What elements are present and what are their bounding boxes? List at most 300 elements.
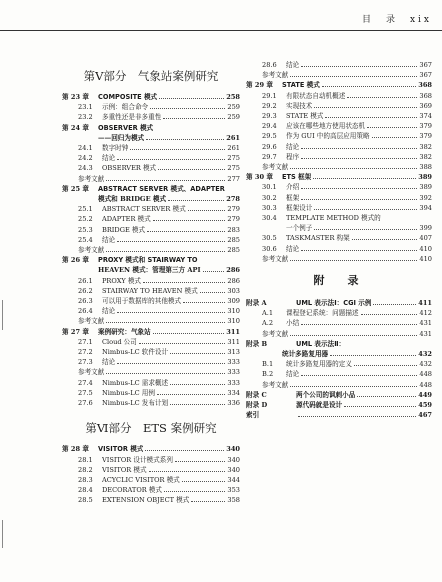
leader-dots <box>290 329 417 336</box>
leader-dots <box>290 380 417 387</box>
entry-title: 结论 <box>102 235 116 244</box>
leader-dots <box>313 172 416 179</box>
part-title: 第Ⅵ部分 ETS 案例研究 <box>85 421 217 436</box>
toc-list <box>246 60 432 264</box>
entry-title: ABSTRACT SERVER 模式、ADAPTER <box>98 184 225 193</box>
entry-number: 28.6 <box>262 61 277 69</box>
entry-title: 课程登记系统：问题描述 <box>286 309 359 318</box>
leader-dots <box>301 152 417 159</box>
leader-dots <box>290 162 417 169</box>
entry-title: 作为 GUI 中的高层应用策略 <box>286 132 370 141</box>
entry-number: 27.3 <box>78 358 93 367</box>
page-header <box>0 8 442 30</box>
page-number: 368 <box>418 81 432 90</box>
toc-appendix-row <box>246 400 432 410</box>
page-number: 309 <box>227 297 240 306</box>
toc-entry-row <box>246 244 432 254</box>
page-number: 432 <box>419 360 432 369</box>
toc-chapter-row <box>62 123 240 133</box>
entry-title: VISITOR 模式 <box>98 445 144 454</box>
entry-title: PROXY 模式和 STAIRWAY TO <box>98 256 198 265</box>
toc-appendix-row <box>246 298 432 308</box>
toc-entry-row <box>246 223 432 233</box>
toc-entry-row <box>62 296 240 306</box>
leader-dots <box>117 357 225 364</box>
page-number: 353 <box>227 486 240 495</box>
leader-dots <box>325 111 417 118</box>
page-number: 410 <box>419 244 432 253</box>
entry-number: 26.1 <box>78 276 93 285</box>
entry-title: 实现技术 <box>286 101 313 110</box>
entry-number: 附录 A <box>246 299 267 308</box>
entry-title: UML 表示法Ⅰ：CGI 示例 <box>296 299 372 308</box>
entry-title: TEMPLATE METHOD 模式的 <box>286 214 381 223</box>
page-number: 394 <box>419 203 432 212</box>
entry-number: 26.4 <box>78 307 93 316</box>
toc-entry-row <box>246 329 432 339</box>
page-number: 389 <box>418 173 432 182</box>
leader-dots <box>301 182 417 189</box>
leader-dots <box>146 133 224 140</box>
entry-title: 结论 <box>286 370 300 379</box>
entry-number: 25.4 <box>78 235 93 244</box>
entry-number: 28.2 <box>78 465 93 474</box>
page-number: 279 <box>227 205 240 214</box>
entry-title: 可以用于数据库的其他模式 <box>102 297 182 306</box>
leader-dots <box>367 121 417 128</box>
entry-number: 第 28 章 <box>62 445 89 454</box>
entry-number: 24.1 <box>78 144 93 153</box>
entry-title: Nimbus-LC 发布计划 <box>102 399 169 408</box>
page-number: 399 <box>419 224 432 233</box>
leader-dots <box>301 193 417 200</box>
entry-number: A.1 <box>262 309 274 318</box>
leader-dots <box>159 92 224 99</box>
entry-title: 示例：组合命令 <box>102 103 149 112</box>
page-number: 277 <box>227 174 240 183</box>
entry-number: 29.4 <box>262 122 277 131</box>
toc-entry-row <box>62 465 240 475</box>
page-number: 459 <box>418 401 432 410</box>
page-number: 382 <box>419 142 432 151</box>
leader-dots <box>157 388 225 395</box>
entry-title: PROXY 模式 <box>102 276 142 285</box>
entry-title: ETS 框架 <box>282 173 312 182</box>
entry-title: 参考文献 <box>262 329 289 338</box>
leader-dots <box>314 203 417 210</box>
toc-entry-row <box>62 204 240 214</box>
entry-number: 30.1 <box>262 183 277 192</box>
leader-dots <box>106 174 225 181</box>
toc-entry-row <box>62 388 240 398</box>
toc-list <box>246 298 432 420</box>
entry-number: 23.1 <box>78 103 93 112</box>
toc-entry-row <box>62 337 240 347</box>
leader-dots <box>301 142 417 149</box>
entry-title: 参考文献 <box>78 246 105 255</box>
toc-entry-row <box>62 306 240 316</box>
page-number: 285 <box>227 246 240 255</box>
leader-dots <box>117 153 225 160</box>
toc-entry-row <box>62 112 240 122</box>
page-number: 411 <box>418 299 432 308</box>
leader-dots <box>344 400 416 407</box>
toc-entry-row <box>62 265 240 275</box>
leader-dots <box>330 349 416 356</box>
page-number: 313 <box>227 348 240 357</box>
page-number: 333 <box>227 358 240 367</box>
entry-number: 附录 B <box>246 339 268 348</box>
page-number: 311 <box>226 327 240 336</box>
leader-dots <box>301 369 417 376</box>
toc-entry-row <box>246 152 432 162</box>
entry-title: BRIDGE 模式 <box>102 225 146 234</box>
entry-title: 参考文献 <box>262 380 289 389</box>
page-number: 340 <box>227 465 240 474</box>
entry-title: 参考文献 <box>262 163 289 172</box>
leader-dots <box>149 465 226 472</box>
entry-number: 30.3 <box>262 203 277 212</box>
entry-number: 28.1 <box>78 455 93 464</box>
page-number: 449 <box>418 390 432 399</box>
entry-number: 30.4 <box>262 214 277 223</box>
entry-title: 结论 <box>102 154 116 163</box>
page-number: 431 <box>419 329 432 338</box>
toc-left-column <box>62 62 240 506</box>
page-number: 367 <box>419 61 432 69</box>
leader-dots <box>106 316 225 323</box>
leader-dots <box>314 101 417 108</box>
page-number: 275 <box>227 164 240 173</box>
toc-entry-row <box>62 133 240 143</box>
entry-number: 25.3 <box>78 225 93 234</box>
toc-entry-row <box>246 318 432 328</box>
entry-title: 源代码就是设计 <box>296 401 343 410</box>
entry-number: 27.6 <box>78 399 93 408</box>
page-number: 258 <box>226 93 240 101</box>
entry-number: 第 24 章 <box>62 123 89 132</box>
leader-dots <box>170 378 225 385</box>
toc-entry-row <box>62 276 240 286</box>
entry-title: 多重性还是非多重性 <box>102 113 162 122</box>
entry-title: 程序 <box>286 152 300 161</box>
entry-title: STATE 模式 <box>282 81 320 90</box>
page-number: 412 <box>419 309 432 318</box>
entry-title: 小结 <box>286 319 300 328</box>
entry-number: 30.5 <box>262 234 277 243</box>
toc-entry-row <box>62 357 240 367</box>
entry-number: A.2 <box>262 319 274 328</box>
page-number: 333 <box>227 378 240 387</box>
entry-number: 27.2 <box>78 348 93 357</box>
toc-entry-row <box>62 174 240 184</box>
leader-dots <box>347 91 417 98</box>
entry-title: 模式和 BRIDGE 模式 <box>98 195 167 204</box>
toc-entry-row <box>62 475 240 485</box>
page-number: 431 <box>419 319 432 328</box>
toc-appendix-row <box>246 410 432 420</box>
entry-title: OBSERVER 模式 <box>102 164 157 173</box>
entry-title: DECORATOR 模式 <box>102 486 162 495</box>
entry-title: STAIRWAY TO HEAVEN 模式 <box>102 286 198 295</box>
leader-dots <box>147 225 225 232</box>
toc-entry-row <box>246 359 432 369</box>
header-rule <box>0 30 442 31</box>
toc-entry-row <box>62 235 240 245</box>
leader-dots <box>191 495 225 502</box>
page-number: 311 <box>227 337 240 346</box>
leader-dots <box>106 245 225 252</box>
entry-title: VISITOR 模式 <box>102 465 147 474</box>
page-number: 467 <box>418 411 432 420</box>
page-number: 340 <box>227 455 240 464</box>
entry-title: EXTENSION OBJECT 模式 <box>102 496 190 505</box>
entry-number: 第 23 章 <box>62 93 89 101</box>
page-number: 286 <box>227 276 240 285</box>
toc-entry-row <box>62 378 240 388</box>
entry-title: 结论 <box>286 142 300 151</box>
page-number: 368 <box>419 91 432 100</box>
page-number: 388 <box>419 163 432 172</box>
leader-dots <box>168 194 224 201</box>
entry-number: 24.3 <box>78 164 93 173</box>
toc-entry-row <box>246 101 432 111</box>
entry-number: B.2 <box>262 370 274 379</box>
leader-dots <box>150 102 225 109</box>
toc-entry-row <box>62 347 240 357</box>
entry-number: 29.3 <box>262 112 277 121</box>
leader-dots <box>130 143 225 150</box>
entry-title: Nimbus-LC 用例 <box>102 388 155 397</box>
entry-number: 25.2 <box>78 215 93 224</box>
toc-list <box>62 92 240 408</box>
page-number: 392 <box>419 193 432 202</box>
entry-number: 附录 C <box>246 390 267 399</box>
page-number: 432 <box>418 350 432 359</box>
entry-title: 统计多路复用器 <box>282 350 329 359</box>
page-number: 358 <box>227 496 240 505</box>
page-number: 344 <box>227 475 240 484</box>
leader-dots <box>314 223 417 230</box>
page-number: 310 <box>227 317 240 326</box>
toc-entry-row <box>246 60 432 70</box>
entry-number: 28.4 <box>78 486 93 495</box>
page-number: 334 <box>227 388 240 397</box>
toc-entry-row <box>246 111 432 121</box>
leader-dots <box>354 359 417 366</box>
page-number: 285 <box>227 235 240 244</box>
toc-entry-row <box>62 225 240 235</box>
entry-title: 数字时钟 <box>102 144 129 153</box>
leader-dots <box>164 485 225 492</box>
entry-title: 案例研究：气象站 <box>98 327 151 336</box>
entry-title: 框架 <box>286 193 300 202</box>
page-number: 374 <box>419 112 432 121</box>
leader-dots <box>183 296 225 303</box>
entry-title: 应该在哪些地方使用状态机 <box>286 122 366 131</box>
entry-number: 27.4 <box>78 378 93 387</box>
toc-appendix-row <box>246 390 432 400</box>
page-number: 261 <box>226 133 240 142</box>
toc-entry-row <box>246 254 432 264</box>
part-title: 第Ⅴ部分 气象站案例研究 <box>83 69 219 83</box>
toc-chapter-row <box>62 184 240 194</box>
leader-dots <box>361 308 418 315</box>
entry-title: ACYCLIC VISITOR 模式 <box>102 475 180 484</box>
leader-dots <box>301 60 417 67</box>
toc-entry-row <box>62 495 240 505</box>
toc-entry-row <box>62 367 240 377</box>
page-number: 336 <box>227 399 240 408</box>
leader-dots <box>372 131 418 138</box>
page-number: 379 <box>419 122 432 131</box>
entry-title: ABSTRACT SERVER 模式 <box>102 205 186 214</box>
leader-dots <box>117 235 225 242</box>
leader-dots <box>143 276 225 283</box>
leader-dots <box>158 163 225 170</box>
page-number: 448 <box>419 380 432 389</box>
entry-title: 两个公司的讽刺小品 <box>296 390 356 399</box>
entry-title: TASKMASTER 构架 <box>286 234 350 243</box>
page-number: 410 <box>419 254 432 263</box>
entry-number: 28.3 <box>78 475 93 484</box>
toc-entry-row <box>246 380 432 390</box>
leader-dots <box>170 347 225 354</box>
toc-entry-row <box>62 194 240 204</box>
leader-dots <box>117 306 225 313</box>
entry-title: 参考文献 <box>78 317 105 326</box>
page-number: 333 <box>227 368 240 377</box>
entry-title: HEAVEN 模式：管理第三方 API <box>98 266 201 275</box>
toc-entry-row <box>62 153 240 163</box>
leader-dots <box>175 455 225 462</box>
toc-entry-row <box>246 131 432 141</box>
leader-dots <box>298 410 416 417</box>
entry-number: 27.1 <box>78 337 93 346</box>
page-number: 275 <box>227 154 240 163</box>
entry-number: 23.2 <box>78 113 93 122</box>
entry-title: 参考文献 <box>78 368 105 377</box>
entry-title: 参考文献 <box>262 71 289 80</box>
leader-dots <box>290 70 417 77</box>
page-number: 259 <box>227 113 240 122</box>
page-number: 283 <box>227 225 240 234</box>
toc-list <box>62 444 240 505</box>
entry-number: 29.1 <box>262 91 277 100</box>
entry-number: B.1 <box>262 360 274 369</box>
leader-dots <box>153 327 224 334</box>
page-number: 340 <box>226 445 240 454</box>
leader-dots <box>139 337 226 344</box>
entry-number: 29.2 <box>262 101 277 110</box>
toc-entry-row <box>246 308 432 318</box>
leader-dots <box>301 244 417 251</box>
leader-dots <box>357 390 416 397</box>
toc-appendix-row <box>246 339 432 349</box>
page-number: 448 <box>419 370 432 379</box>
entry-title: 参考文献 <box>262 254 289 263</box>
entry-title: 结论 <box>102 307 116 316</box>
leader-dots <box>373 298 416 305</box>
entry-number: 29.5 <box>262 132 277 141</box>
entry-number: 第 25 章 <box>62 184 89 193</box>
page-number: 367 <box>419 71 432 80</box>
toc-entry-row <box>246 142 432 152</box>
toc-chapter-row <box>246 172 432 182</box>
leader-dots <box>200 286 226 293</box>
leader-dots <box>188 204 226 211</box>
page-number: 261 <box>227 144 240 153</box>
entry-number: 30.6 <box>262 244 277 253</box>
toc-entry-row <box>246 193 432 203</box>
entry-number: 第 26 章 <box>62 256 89 265</box>
leader-dots <box>290 254 417 261</box>
toc-entry-row <box>246 121 432 131</box>
toc-entry-row <box>62 143 240 153</box>
toc-entry-row <box>246 233 432 243</box>
entry-number: 25.1 <box>78 205 93 214</box>
toc-entry-row <box>246 162 432 172</box>
entry-number: 第 27 章 <box>62 327 89 336</box>
toc-chapter-row <box>62 327 240 337</box>
leader-dots <box>145 444 224 451</box>
entry-title: COMPOSITE 模式 <box>98 93 158 101</box>
page-number: 303 <box>227 286 240 295</box>
leader-dots <box>106 367 225 374</box>
page-number: 382 <box>419 152 432 161</box>
entry-title: 结论 <box>102 358 116 367</box>
entry-number: 29.7 <box>262 152 277 161</box>
entry-title: 参考文献 <box>78 174 105 183</box>
entry-number: 28.5 <box>78 496 93 505</box>
toc-entry-row <box>246 182 432 192</box>
page-number: 259 <box>227 103 240 112</box>
toc-entry-row <box>62 245 240 255</box>
entry-title: Nimbus-LC 需求概述 <box>102 378 169 387</box>
entry-number: 29.6 <box>262 142 277 151</box>
toc-entry-row <box>62 316 240 326</box>
toc-right-column <box>246 60 432 421</box>
toc-entry-row <box>246 349 432 359</box>
toc-chapter-row <box>62 92 240 102</box>
toc-entry-row <box>246 369 432 379</box>
leader-dots <box>301 318 417 325</box>
leader-dots <box>153 214 226 221</box>
entry-number: 30.2 <box>262 193 277 202</box>
entry-title: 介绍 <box>286 183 300 192</box>
entry-title: 统计多路复用器的定义 <box>286 360 352 369</box>
toc-entry-row <box>246 70 432 80</box>
toc-entry-row <box>246 213 432 223</box>
toc-chapter-row <box>62 255 240 265</box>
page-number: 379 <box>419 132 432 141</box>
toc-entry-row <box>62 102 240 112</box>
entry-number: 26.3 <box>78 297 93 306</box>
entry-title: UML 表示法Ⅱ： <box>296 339 346 348</box>
entry-title: ——回归为模式 <box>98 133 145 142</box>
toc-entry-row <box>62 398 240 408</box>
entry-number: 第 29 章 <box>246 81 273 90</box>
leader-dots <box>203 265 225 272</box>
entry-number: 26.2 <box>78 286 93 295</box>
toc-chapter-row <box>246 80 432 90</box>
page-number: 278 <box>226 195 240 204</box>
toc-entry-row <box>62 455 240 465</box>
toc-entry-row <box>246 91 432 101</box>
margin-mark <box>2 520 3 548</box>
appendix-title: 附 录 <box>313 274 365 288</box>
page-number: 310 <box>227 307 240 316</box>
